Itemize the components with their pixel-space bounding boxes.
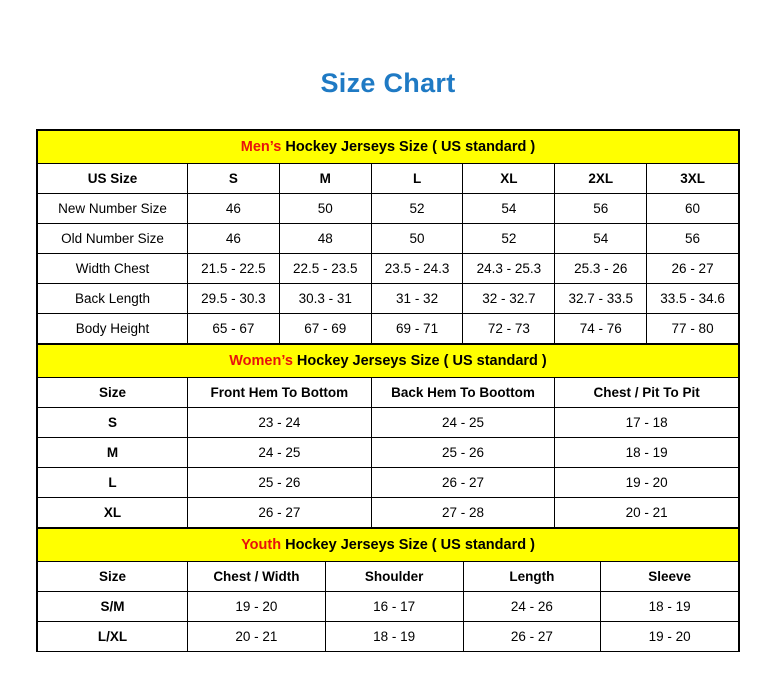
row-label: S/M [38, 592, 188, 622]
mens-header-cell: S [188, 164, 280, 194]
mens-banner-rest: Hockey Jerseys Size ( US standard ) [281, 139, 536, 155]
row-label: New Number Size [38, 194, 188, 224]
mens-header-row [38, 164, 739, 194]
table-cell: 52 [371, 194, 463, 224]
table-cell: 33.5 - 34.6 [647, 284, 739, 314]
youth-header-cell: Shoulder [325, 562, 463, 592]
table-cell: 22.5 - 23.5 [279, 254, 371, 284]
table-cell: 54 [555, 224, 647, 254]
table-row [38, 622, 739, 652]
table-cell: 30.3 - 31 [279, 284, 371, 314]
table-row [38, 468, 739, 498]
row-label: Old Number Size [38, 224, 188, 254]
table-row [38, 408, 739, 438]
youth-banner-cell [38, 529, 739, 562]
size-tables [36, 129, 740, 652]
table-cell: 46 [188, 194, 280, 224]
youth-size-table [37, 528, 739, 652]
table-cell: 20 - 21 [555, 498, 739, 528]
mens-header-cell: M [279, 164, 371, 194]
table-cell: 26 - 27 [371, 468, 555, 498]
table-cell: 21.5 - 22.5 [188, 254, 280, 284]
table-cell: 29.5 - 30.3 [188, 284, 280, 314]
table-cell: 24.3 - 25.3 [463, 254, 555, 284]
table-row [38, 314, 739, 344]
row-label: XL [38, 498, 188, 528]
youth-header-cell: Size [38, 562, 188, 592]
row-label: S [38, 408, 188, 438]
table-cell: 32 - 32.7 [463, 284, 555, 314]
table-cell: 27 - 28 [371, 498, 555, 528]
row-label: Body Height [38, 314, 188, 344]
table-row [38, 194, 739, 224]
table-cell: 25.3 - 26 [555, 254, 647, 284]
table-row [38, 592, 739, 622]
youth-banner-row [38, 529, 739, 562]
youth-banner-accent: Youth [241, 537, 282, 553]
table-cell: 26 - 27 [188, 498, 372, 528]
table-row [38, 284, 739, 314]
table-cell: 24 - 25 [188, 438, 372, 468]
womens-header-cell: Size [38, 378, 188, 408]
womens-header-cell: Chest / Pit To Pit [555, 378, 739, 408]
youth-banner-rest: Hockey Jerseys Size ( US standard ) [281, 537, 535, 553]
table-cell: 26 - 27 [647, 254, 739, 284]
table-cell: 24 - 25 [371, 408, 555, 438]
womens-header-cell: Back Hem To Boottom [371, 378, 555, 408]
youth-header-cell: Chest / Width [188, 562, 326, 592]
mens-banner-cell [38, 131, 739, 164]
womens-banner-accent: Women’s [229, 353, 293, 369]
table-cell: 60 [647, 194, 739, 224]
table-cell: 19 - 20 [555, 468, 739, 498]
table-cell: 48 [279, 224, 371, 254]
mens-header-cell: L [371, 164, 463, 194]
table-cell: 56 [555, 194, 647, 224]
table-cell: 19 - 20 [601, 622, 739, 652]
table-cell: 19 - 20 [188, 592, 326, 622]
table-cell: 18 - 19 [601, 592, 739, 622]
table-cell: 16 - 17 [325, 592, 463, 622]
page-title: Size Chart [320, 68, 456, 98]
table-cell: 18 - 19 [555, 438, 739, 468]
table-cell: 67 - 69 [279, 314, 371, 344]
row-label: Back Length [38, 284, 188, 314]
table-row [38, 254, 739, 284]
table-cell: 65 - 67 [188, 314, 280, 344]
table-cell: 46 [188, 224, 280, 254]
table-cell: 31 - 32 [371, 284, 463, 314]
row-label: Width Chest [38, 254, 188, 284]
table-cell: 20 - 21 [188, 622, 326, 652]
table-cell: 24 - 26 [463, 592, 601, 622]
womens-banner-rest: Hockey Jerseys Size ( US standard ) [292, 353, 547, 369]
table-row [38, 224, 739, 254]
youth-header-cell: Sleeve [601, 562, 739, 592]
table-cell: 23.5 - 24.3 [371, 254, 463, 284]
table-cell: 32.7 - 33.5 [555, 284, 647, 314]
table-cell: 26 - 27 [463, 622, 601, 652]
table-cell: 54 [463, 194, 555, 224]
row-label: M [38, 438, 188, 468]
table-cell: 23 - 24 [188, 408, 372, 438]
youth-header-cell: Length [463, 562, 601, 592]
youth-header-row [38, 562, 739, 592]
row-label: L [38, 468, 188, 498]
womens-size-table [37, 344, 739, 528]
table-row [38, 498, 739, 528]
table-cell: 50 [279, 194, 371, 224]
table-cell: 50 [371, 224, 463, 254]
mens-header-cell: 3XL [647, 164, 739, 194]
table-cell: 25 - 26 [188, 468, 372, 498]
table-cell: 72 - 73 [463, 314, 555, 344]
mens-header-cell: US Size [38, 164, 188, 194]
table-cell: 25 - 26 [371, 438, 555, 468]
table-cell: 69 - 71 [371, 314, 463, 344]
table-cell: 74 - 76 [555, 314, 647, 344]
mens-header-cell: 2XL [555, 164, 647, 194]
mens-banner-row [38, 131, 739, 164]
row-label: L/XL [38, 622, 188, 652]
mens-header-cell: XL [463, 164, 555, 194]
womens-header-row [38, 378, 739, 408]
table-row [38, 438, 739, 468]
table-cell: 77 - 80 [647, 314, 739, 344]
womens-banner-cell [38, 345, 739, 378]
womens-banner-row [38, 345, 739, 378]
mens-banner-accent: Men’s [240, 139, 282, 155]
table-cell: 52 [463, 224, 555, 254]
table-cell: 17 - 18 [555, 408, 739, 438]
table-cell: 18 - 19 [325, 622, 463, 652]
table-cell: 56 [647, 224, 739, 254]
mens-size-table [37, 130, 739, 344]
womens-header-cell: Front Hem To Bottom [188, 378, 372, 408]
